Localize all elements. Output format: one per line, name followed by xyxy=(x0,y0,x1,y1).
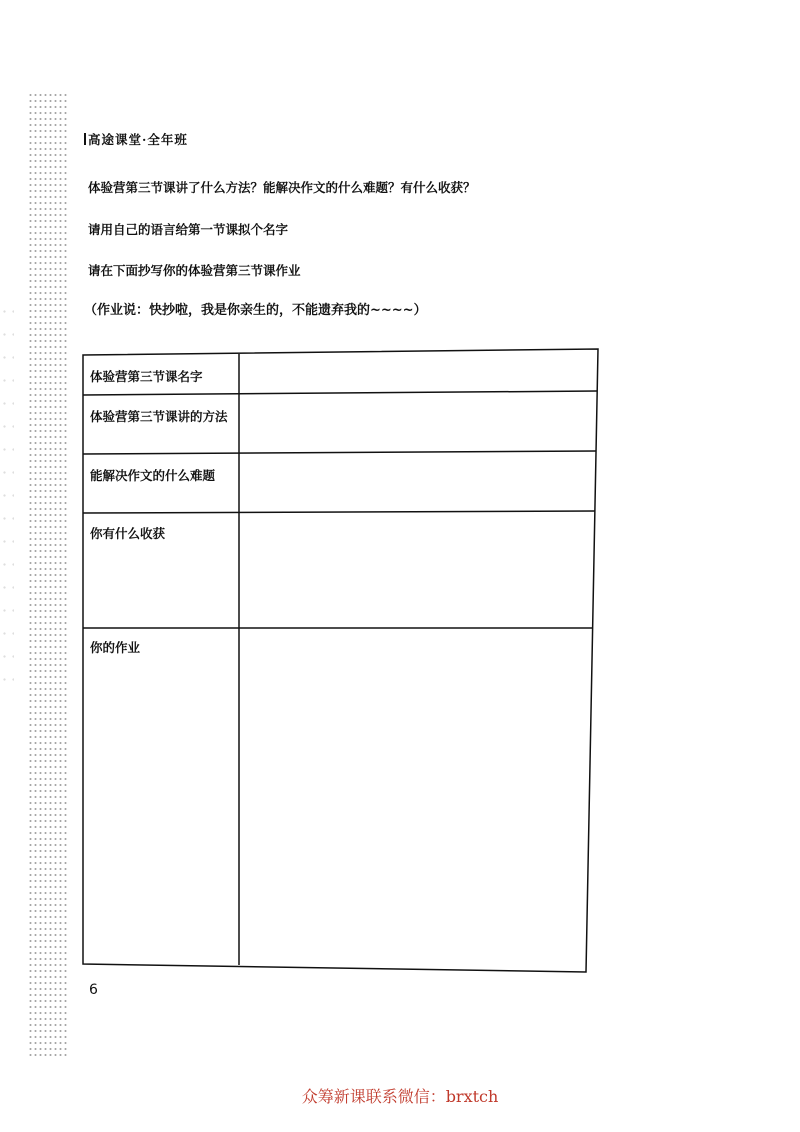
row-label-problem: 能解决作文的什么难题 xyxy=(90,468,216,483)
footer-watermark-text: 众筹新课联系微信：brxtch xyxy=(301,1087,499,1106)
binding-dot-strip xyxy=(28,92,68,1057)
table-row-divider-2 xyxy=(83,451,596,454)
table-row-divider-3 xyxy=(83,511,595,513)
page-number: 6 xyxy=(89,982,98,998)
question-copy-homework: 请在下面抄写你的体验营第三节课作业 xyxy=(88,263,301,278)
answer-cell-gains[interactable] xyxy=(241,515,591,626)
question-name-lesson: 请用自己的语言给第一节课拟个名字 xyxy=(88,222,289,237)
answer-cell-homework[interactable] xyxy=(241,631,586,963)
header-bar-mark xyxy=(84,133,86,145)
page-header xyxy=(84,130,188,148)
row-label-gains: 你有什么收获 xyxy=(90,526,166,541)
row-label-method: 体验营第三节课讲的方法 xyxy=(90,409,228,424)
answer-cell-method[interactable] xyxy=(241,396,594,450)
homework-note: （作业说：快抄啦，我是你亲生的，不能遗弃我的~~~~） xyxy=(84,303,427,318)
header-title: 高途课堂·全年班 xyxy=(88,132,188,147)
row-label-homework: 你的作业 xyxy=(90,640,141,655)
scan-edge-specks xyxy=(0,300,14,700)
row-label-lesson-name: 体验营第三节课名字 xyxy=(90,369,203,384)
question-method: 体验营第三节课讲了什么方法？能解决作文的什么难题？有什么收获？ xyxy=(88,180,476,195)
answer-cell-lesson-name[interactable] xyxy=(241,356,595,392)
answer-cell-problem[interactable] xyxy=(241,455,593,510)
